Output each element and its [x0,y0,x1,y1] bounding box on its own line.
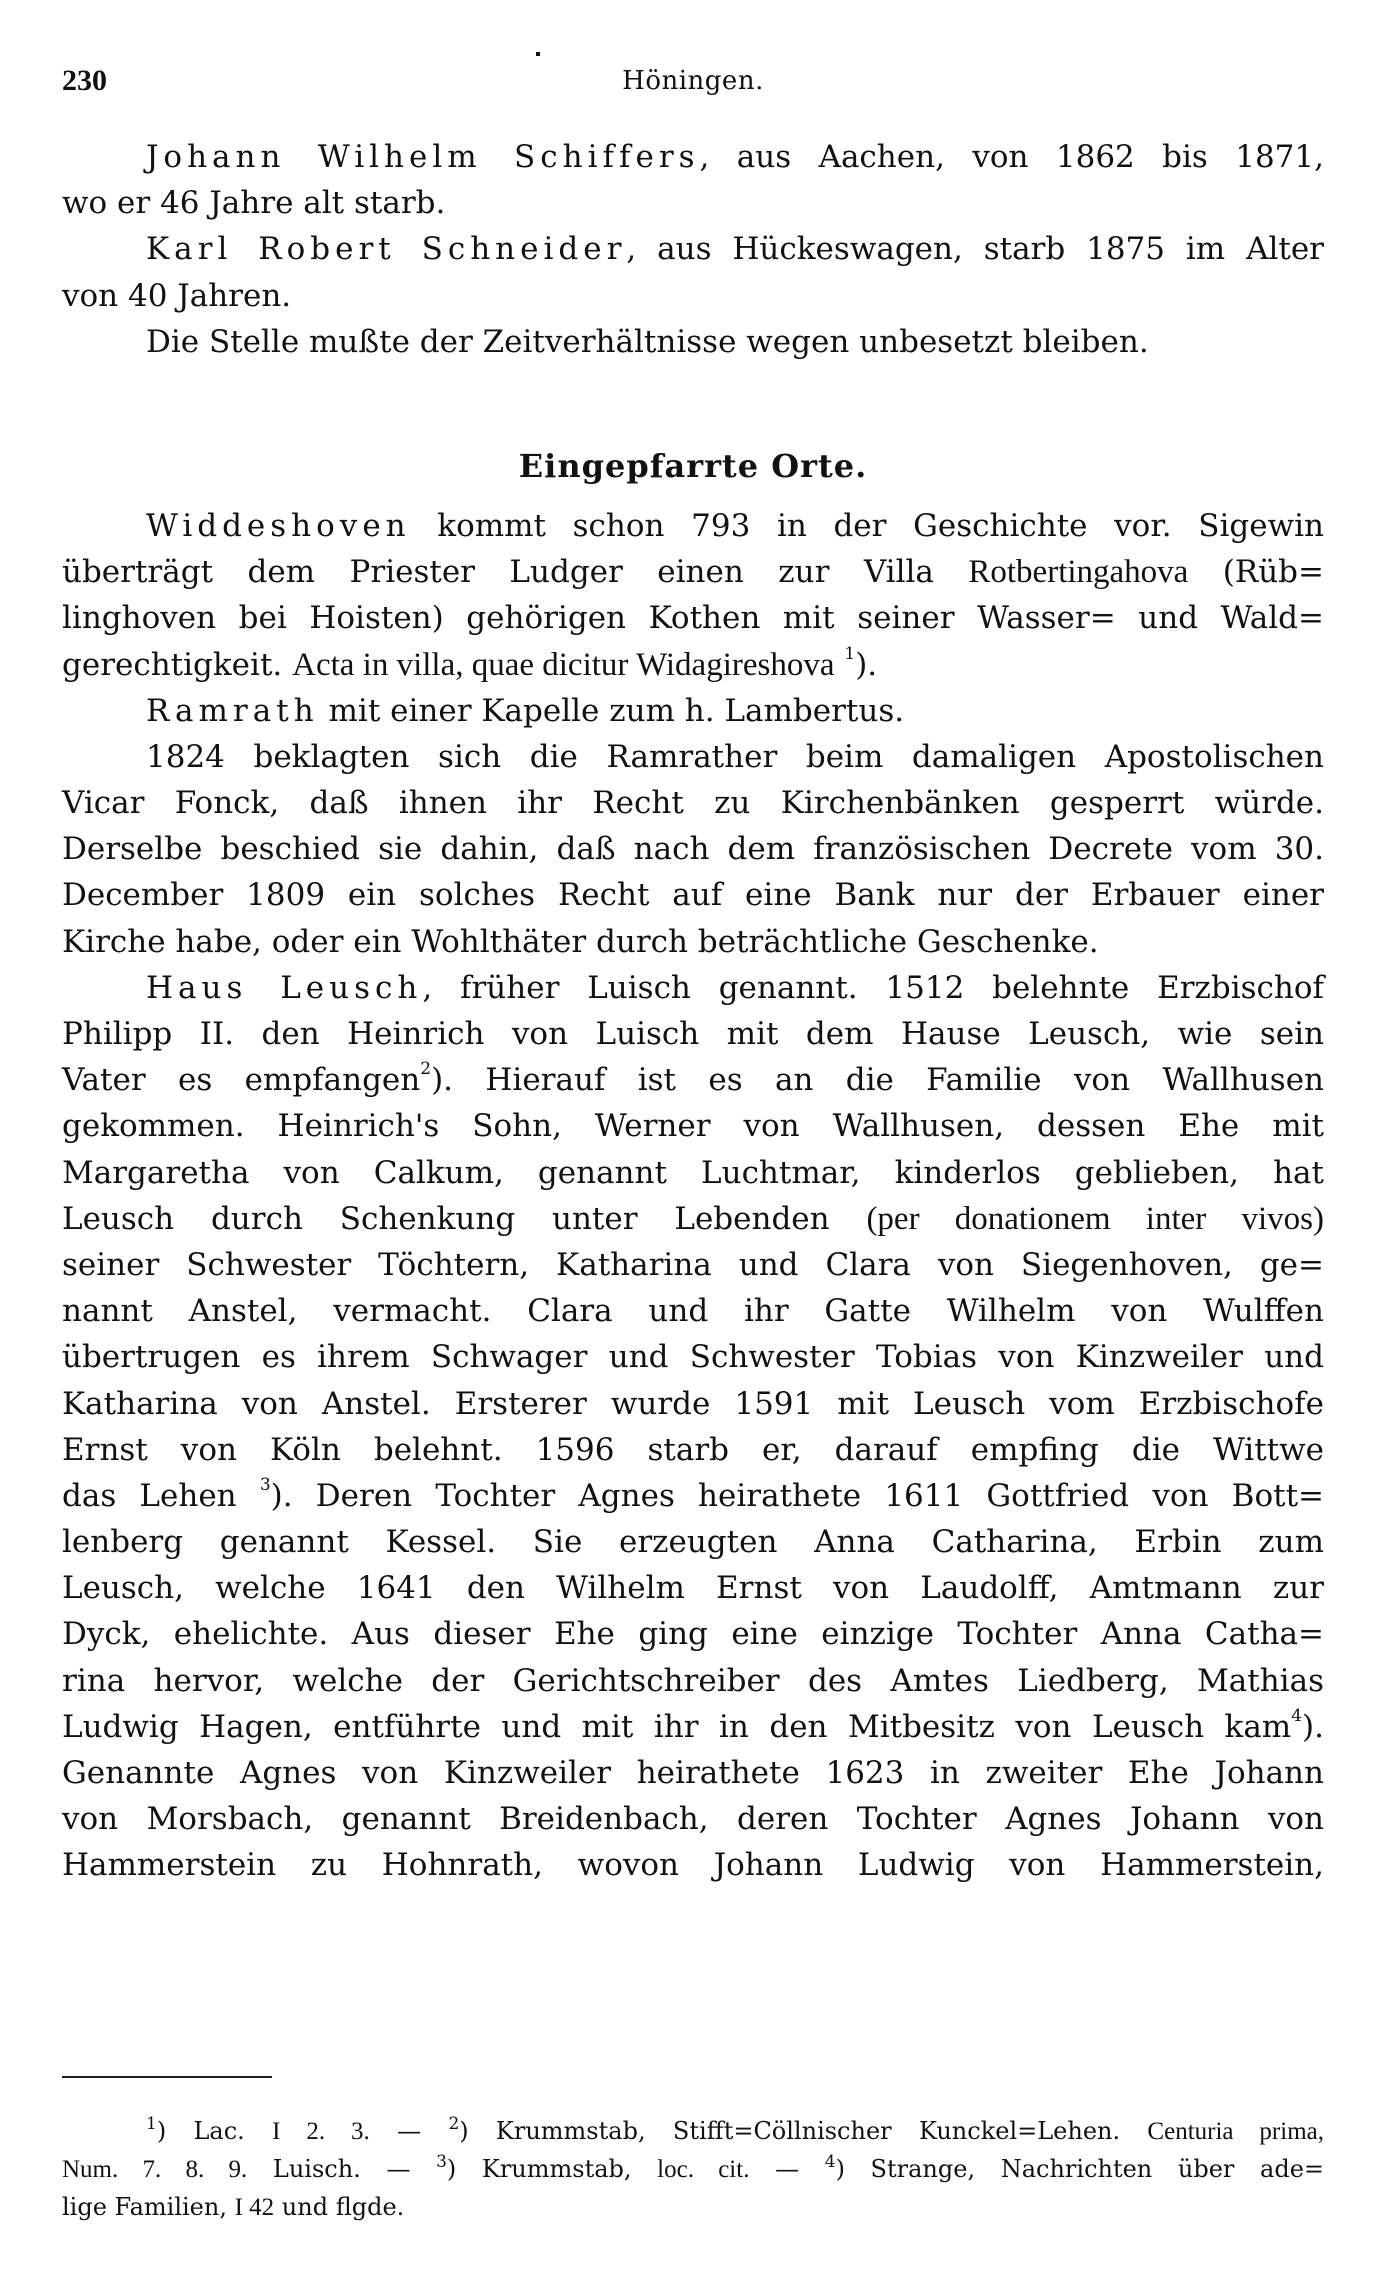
text-line: Die Stelle mußte der Zeitverhältnisse wegen unbesetzt bleiben. [146,323,1149,360]
text-line: Ludwig Hagen, entführte und mit ihr in den Mitbesitz von Leusch kam$^4$). [62,1705,1324,1745]
section-heading: Eingepfarrte Orte. [518,447,868,485]
person-name: Karl Robert Schneider [146,231,627,268]
footnote-line: lige Familien, I 42 und flgde. [62,2193,405,2221]
paragraph-haus-leusch [62,965,1324,1889]
text-line: Leusch, welche 1641 den Wilhelm Ernst von Laudolff, Amtmann zur [62,1570,1324,1607]
text-line: von 40 Jahren. [62,277,292,314]
paragraph-schiffers [62,134,1324,226]
text-line: Derselbe beschied sie dahin, daß nach dem französischen Decrete vom 30. [62,831,1324,868]
footnote-ref[interactable]: 2 [420,1059,432,1080]
text-line: Vicar Fonck, daß ihnen ihr Recht zu Kirchenbänken gesperrt würde. [62,785,1324,822]
text-line: nannt Anstel, vermacht. Clara und ihr Gatte Wilhelm von Wulffen [62,1293,1324,1330]
text-line: Johann Wilhelm Schiffers, aus Aachen, von 1862 bis 1871, [146,139,1324,175]
paragraph-vacancy [62,319,1324,365]
paragraph-widdeshoven [62,503,1324,688]
place-name: Haus Leusch [146,969,423,1006]
text-line: von Morsbach, genannt Breidenbach, deren Tochter Agnes Johann von [62,1801,1324,1838]
footnote-line: Num. 7. 8. 9. Luisch. — $^3$) Krummstab, loc. cit. — $^4$) Strange, Nachrichten über ade= [62,2152,1325,2183]
text-line: wo er 46 Jahre alt starb. [62,185,446,222]
text-line: Hammerstein zu Hohnrath, wovon Johann Ludwig von Hammerstein, [62,1847,1324,1884]
text-line: das Lehen $^3$). Deren Tochter Agnes heirathete 1611 Gottfried von Bott= [62,1474,1325,1514]
place-name: Ramrath [146,692,319,729]
text-line: gekommen. Heinrich's Sohn, Werner von Wallhusen, dessen Ehe mit [62,1108,1324,1145]
text-line: rina hervor, welche der Gerichtschreiber des Amtes Liedberg, Mathias [62,1662,1324,1699]
body-text [62,134,1324,1889]
text-line: lenberg genannt Kessel. Sie erzeugten Anna Catharina, Erbin zum [62,1524,1324,1561]
text-line: Philipp II. den Heinrich von Luisch mit dem Hause Leusch, wie sein [62,1016,1324,1052]
footnote-line: $^1$) Lac. I 2. 3. — $^2$) Krummstab, Stifft=Cöllnischer Kunckel=Lehen. Centuria prima, [146,2114,1324,2145]
person-name: Johann Wilhelm Schiffers [146,139,700,175]
footnote-marker: 2 [448,2114,460,2134]
footnotes [62,2112,1324,2226]
text-line: übertrugen es ihrem Schwager und Schwester Tobias von Kinzweiler und [62,1339,1324,1376]
paragraph-schneider [62,226,1324,318]
text-line: überträgt dem Priester Ludger einen zur Villa Rotbertingahova (Rüb= [62,554,1324,591]
text-line: Kirche habe, oder ein Wohlthäter durch beträchtliche Geschenke. [62,923,1099,960]
running-title: Höningen. [622,66,764,96]
text-line: Margaretha von Calkum, genannt Luchtmar, kinderlos geblieben, hat [62,1154,1324,1191]
text-line: Haus Leusch, früher Luisch genannt. 1512 belehnte Erzbischof [146,969,1324,1006]
page-number: 230 [62,64,107,97]
footnote-ref[interactable]: 4 [1291,1705,1303,1726]
text-line: Katharina von Anstel. Ersterer wurde 1591 mit Leusch vom Erzbischofe [62,1385,1324,1422]
text-line: linghoven bei Hoisten) gehörigen Kothen mit seiner Wasser= und Wald= [62,600,1324,637]
text-line: December 1809 ein solches Recht auf eine Bank nur der Erbauer einer [62,877,1324,914]
text-line: gerechtigkeit. Acta in villa, quae dicitur Widagireshova $^1$). [62,643,878,683]
text-line: Genannte Agnes von Kinzweiler heirathete 1623 in zweiter Ehe Johann [62,1755,1324,1791]
footnote-marker: 1 [146,2114,157,2134]
text-line: 1824 beklagten sich die Ramrather beim damaligen Apostolischen [146,738,1324,775]
text-line: Widdeshoven kommt schon 793 in der Geschichte vor. Sigewin [146,507,1324,544]
place-name: Widdeshoven [146,507,411,544]
text-line: Ramrath mit einer Kapelle zum h. Lambertus. [146,692,905,729]
footnote-ref[interactable]: 1 [844,643,856,664]
text-line: Dyck, ehelichte. Aus dieser Ehe ging eine einzige Tochter Anna Catha= [62,1616,1324,1653]
paragraph-ramrath [62,688,1324,734]
footnote-marker: 4 [824,2152,836,2172]
text-line: Vater es empfangen$^2$). Hierauf ist es an die Familie von Wallhusen [62,1059,1324,1099]
footnote-divider [62,2076,272,2078]
text-line: Karl Robert Schneider, aus Hückeswagen, starb 1875 im Alter [146,231,1324,268]
footnote-ref[interactable]: 3 [259,1474,271,1495]
footnote-marker: 3 [436,2152,447,2172]
paragraph-ramrath-1824 [62,734,1324,965]
text-line: Leusch durch Schenkung unter Lebenden (per donationem inter vivos) [62,1200,1324,1237]
text-line: seiner Schwester Töchtern, Katharina und Clara von Siegenhoven, ge= [62,1246,1324,1283]
running-head [62,64,1324,104]
text-line: Ernst von Köln belehnt. 1596 starb er, darauf empfing die Wittwe [62,1431,1324,1468]
print-speck [536,52,540,56]
